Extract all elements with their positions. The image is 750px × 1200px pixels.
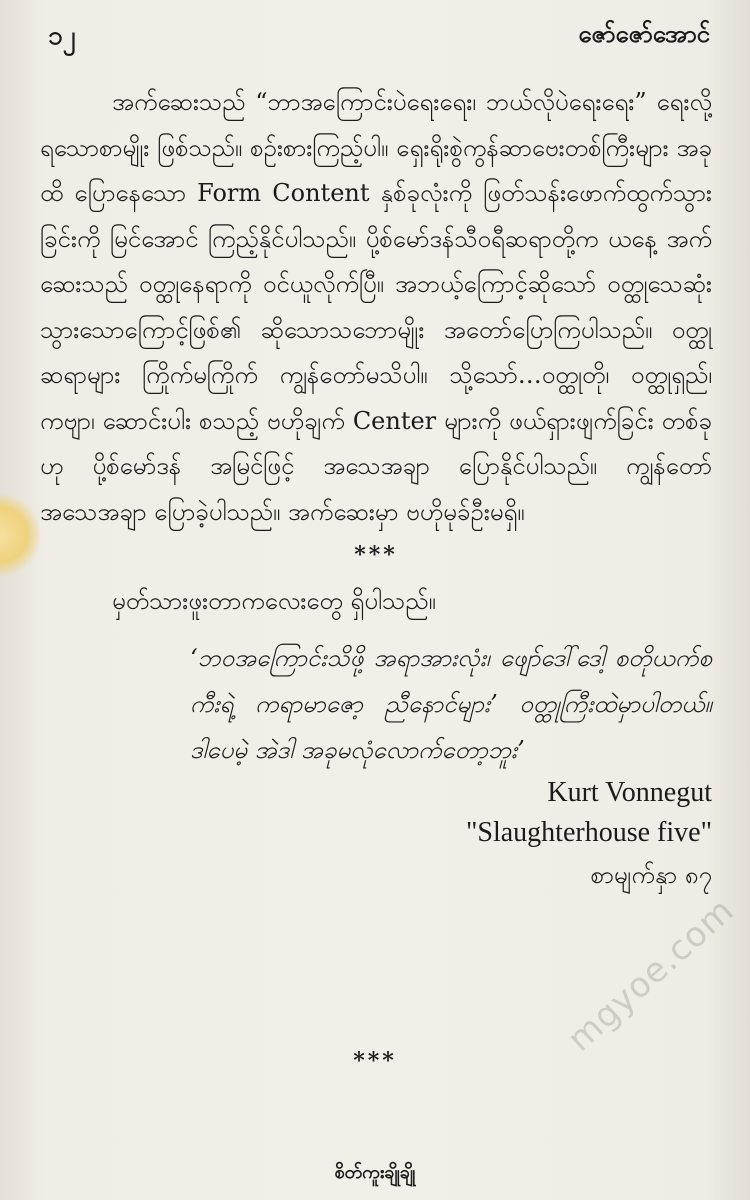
end-separator: *** xyxy=(353,1048,397,1074)
page-header xyxy=(48,18,710,58)
running-head-author: ဇော်ဇော်အောင် xyxy=(578,19,710,48)
page-body xyxy=(40,80,712,897)
quote-author: Kurt Vonnegut xyxy=(547,777,712,808)
page-number: ၁၂ xyxy=(48,21,76,51)
page-footer: စိတ်ကူးချိုချို xyxy=(334,1162,416,1183)
body-paragraph-short: မှတ်သားဖူးတာကလေးတွေ ရှိပါသည်။ xyxy=(112,587,436,615)
page-edge-highlight xyxy=(0,490,40,580)
body-paragraph: အက်ဆေးသည် “ဘာအကြောင်းပဲရေးရေး၊ ဘယ်လိုပဲရေးရေး” ရေးလို့ရသောစာမျိုး ဖြစ်သည်။ စဉ်းစားကြည့်ပါ။ ရှေးရိုးစွဲကွန်ဆာဗေးတစ်ကြီးများ အခုထိ ပြောနေသော Form Content နှစ်ခုလုံးကို ဖြတ်သန်းဖောက်ထွက်သွားခြင်းကို မြင်အောင် ကြည့်နိုင်ပါသည်။ ပို့စ်မော်ဒန်သီဝရီဆရာတို့က ယနေ့ အက်ဆေးသည် ဝတ္ထုနေရာကို ဝင်ယူလိုက်ပြီ။ အဘယ့်ကြောင့်ဆိုသော် ဝတ္ထုသေဆုံးသွားသောကြောင့်ဖြစ်၏ ဆိုသောသဘောမျိုး အတော်ပြောကြပါသည်။ ဝတ္ထုဆရာများ ကြိုက်မကြိုက် ကျွန်တော်မသိပါ။ သို့သော်…ဝတ္ထုတို၊ ဝတ္ထုရှည်၊ ကဗျာ၊ ဆောင်းပါး စသည့် ဗဟိုချက် Center များကို ဖယ်ရှားဖျက်ခြင်း တစ်ခုဟု ပို့စ်မော်ဒန် အမြင်ဖြင့် အသေအချာ ပြောနိုင်ပါသည်။ ကျွန်တော် အသေအချာ ပြောခဲ့ပါသည်။ အက်ဆေးမှာ ဗဟိုမုခ်ဦးမရှိ။ xyxy=(40,88,712,526)
block-quote: ‘ဘဝအကြောင်းသိဖို့ အရာအားလုံး၊ ဖျော်ဒေါ်ဒေါ့ စတိုယက်စကီးရဲ့ ကရာမာဇော့ ညီနောင်များ’ ဝတ္ထုကြီးထဲမှာပါတယ်။ ဒါပေမဲ့ အဲဒါ အခုမလုံလောက်တော့ဘူး’ xyxy=(190,644,712,764)
quote-page-reference: စာမျက်နှာ ၈၇ xyxy=(590,861,712,889)
watermark: mgyoe.com xyxy=(560,890,743,1060)
quote-source-title: "Slaughterhouse five" xyxy=(465,817,712,848)
section-separator: *** xyxy=(354,542,398,568)
